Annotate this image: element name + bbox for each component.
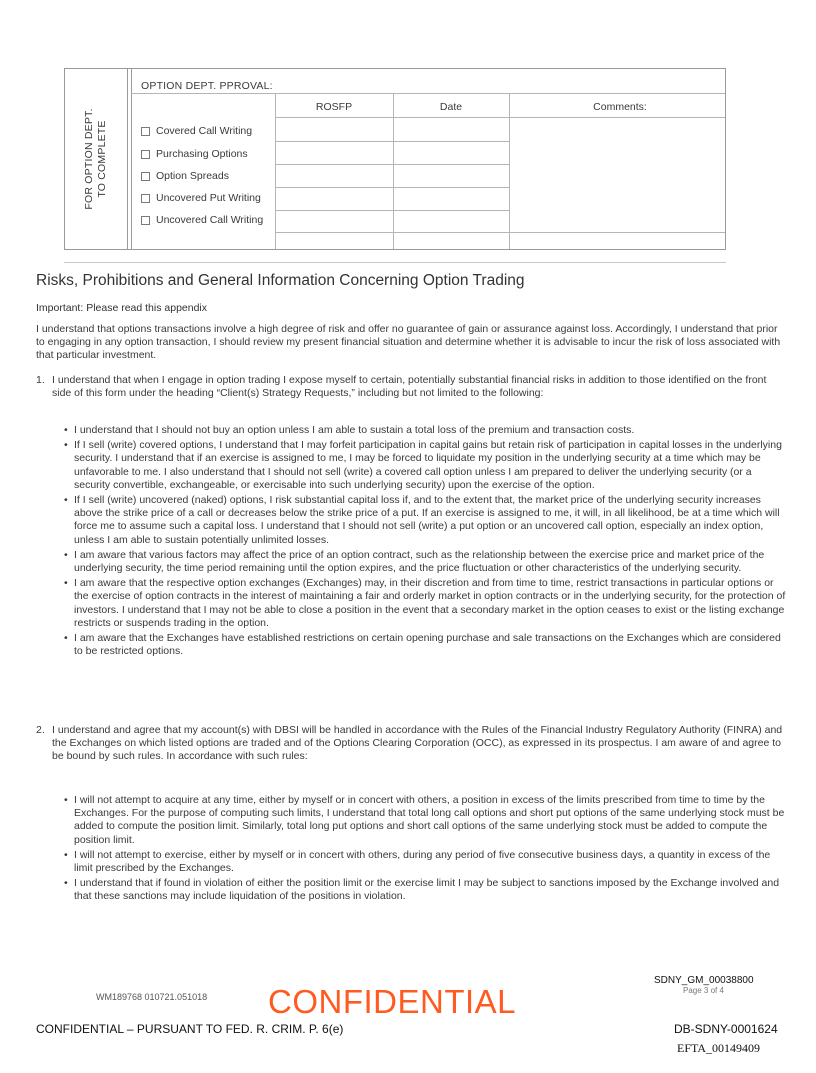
vertical-label-line1: FOR OPTION DEPT.: [83, 108, 95, 210]
section-divider: [64, 262, 726, 263]
strategy-label: Uncovered Put Writing: [156, 192, 261, 204]
table-rule: [393, 93, 394, 249]
checkbox[interactable]: [141, 172, 150, 181]
item-2: [36, 724, 784, 764]
strategy-label: Uncovered Call Writing: [156, 214, 264, 226]
item-text: I understand and agree that my account(s) with DBSI will be handled in accordance with the Rules of the Financial Industry Regulatory Authority (FINRA) and the Exchanges on which listed options are traded and of the Options Clearing Corporation (OCC), as expressed in its prospectus. I am aware of and agree to be bound by such rules. In accordance with such rules:: [52, 724, 783, 763]
double-rule: [131, 69, 132, 249]
strategy-label: Covered Call Writing: [156, 125, 253, 137]
strategy-uncovered-call[interactable]: [141, 214, 263, 226]
strategy-label: Option Spreads: [156, 170, 229, 182]
checkbox[interactable]: [141, 150, 150, 159]
table-rule: [275, 210, 509, 211]
item-2-bullets: [64, 794, 786, 904]
table-rule: [275, 93, 276, 249]
list-item: • If I sell (write) uncovered (naked) options, I risk substantial capital loss if, and to the extent that, the market price of the underlying security increases above the strike price of a call or decreases below the strike price of a put. If an exercise is assigned to me, it will, in all likelihood, be at a time which will force me to assume such a capital loss. I understand that I should not sell (write) a put option or an uncovered call option, especially an index option, unless I am able to sustain potentially unlimited losses.: [64, 494, 786, 547]
table-rule: [275, 117, 725, 118]
vertical-label: [83, 108, 109, 209]
column-header-date: Date: [439, 101, 463, 113]
table-rule: [275, 187, 509, 188]
page-number: Page 3 of 4: [683, 986, 724, 995]
list-item: • I am aware that the respective option exchanges (Exchanges) may, in their discretion and from time to time, restrict transactions in particular options or the exercise of option contracts in the interest of maintaining a fair and orderly market in option contracts or in the underlying security, for the protection of investors. I understand that I may not be able to close a position in the event that a secondary market in the option ceases to exist or the listing exchange restricts or suspends trading in the option.: [64, 577, 786, 630]
item-1: [36, 374, 784, 400]
list-item: • I am aware that various factors may affect the price of an option contract, such as the relationship between the exercise price and market price of the underlying security, the time period remaining until the option expires, and the price fluctuation or other characteristics of the underlying security.: [64, 549, 786, 575]
strategy-uncovered-put[interactable]: [141, 192, 261, 204]
checkbox[interactable]: [141, 127, 150, 136]
strategy-covered-call[interactable]: [141, 125, 252, 137]
form-code: WM189768 010721.051018: [96, 992, 208, 1002]
item-1-bullets: [64, 424, 786, 658]
item-number: 1.: [36, 374, 45, 386]
sdny-bates-number: SDNY_GM_00038800: [654, 975, 754, 986]
efta-number: EFTA_00149409: [677, 1041, 761, 1055]
table-rule: [275, 232, 725, 233]
table-rule: [275, 164, 509, 165]
list-item: • I will not attempt to acquire at any time, either by myself or in concert with others, a position in excess of the limits prescribed from time to time by the Exchanges. For the purpose of computing such limits, I understand that total long call options and short put options of the same underlying stock must be added to compute the position limit. Similarly, total long put options and short call options of the same underlying stock must be added to compute the position limit.: [64, 794, 786, 847]
checkbox[interactable]: [141, 216, 150, 225]
list-item: • I understand that if found in violation of either the position limit or the exercise limit I may be subject to sanctions imposed by the Exchange involved and that these sanctions may include liquidation of the positions in violation.: [64, 877, 786, 903]
strategy-purchasing-options[interactable]: [141, 148, 248, 160]
section-title: Risks, Prohibitions and General Information Concerning Option Trading: [36, 272, 525, 289]
vertical-label-cell: [65, 69, 128, 249]
table-rule: [131, 93, 725, 94]
intro-paragraph: I understand that options transactions involve a high degree of risk and offer no guarantee of gain or assurance against loss. Accordingly, I understand that prior to engaging in any option transaction, I should review my present financial situation and determine whether it is advisable to incur the risk of loss associated with that particular investment.: [36, 323, 781, 362]
list-item: • If I sell (write) covered options, I understand that I may forfeit participation in capital gains but retain risk of participation in capital losses in the underlying security. I understand that if an exercise is assigned to me, I may be forced to liquidate my position in the underlying security at a time which may be unfavorable to me. I also understand that I should not sell (write) a covered call option unless I am prepared to deliver the underlying security (or a security convertible, exchangeable, or exercisable into such underlying security) upon the exercise of the option.: [64, 439, 786, 492]
list-item: • I am aware that the Exchanges have established restrictions on certain opening purchase and sale transactions on the Exchanges which are considered to be restricted options.: [64, 632, 786, 658]
strategy-label: Purchasing Options: [156, 148, 248, 160]
checkbox[interactable]: [141, 194, 150, 203]
item-text: I understand that when I engage in option trading I expose myself to certain, potentially substantial financial risks in addition to those identified on the front side of this form under the heading “Client(s) Strategy Requests,” including but not limited to the following:: [52, 374, 767, 400]
confidential-notice: CONFIDENTIAL – PURSUANT TO FED. R. CRIM. P. 6(e): [36, 1022, 344, 1036]
table-rule: [509, 93, 510, 249]
column-header-comments: Comments:: [593, 101, 647, 113]
approval-title: OPTION DEPT. PPROVAL:: [141, 80, 273, 92]
important-note: Important: Please read this appendix: [36, 302, 208, 314]
db-sdny-number: DB-SDNY-0001624: [674, 1022, 778, 1036]
table-rule: [275, 141, 509, 142]
column-header-rosfp: ROSFP: [315, 101, 353, 113]
option-approval-table: [64, 68, 726, 250]
strategy-option-spreads[interactable]: [141, 170, 229, 182]
confidential-stamp: CONFIDENTIAL: [268, 983, 517, 1020]
item-number: 2.: [36, 724, 45, 736]
list-item: • I will not attempt to exercise, either by myself or in concert with others, during any period of five consecutive business days, a quantity in excess of the limit prescribed by the Exchanges.: [64, 849, 786, 875]
vertical-label-line2: TO COMPLETE: [96, 120, 108, 198]
list-item: • I understand that I should not buy an option unless I am able to sustain a total loss of the premium and transaction costs.: [64, 424, 786, 437]
